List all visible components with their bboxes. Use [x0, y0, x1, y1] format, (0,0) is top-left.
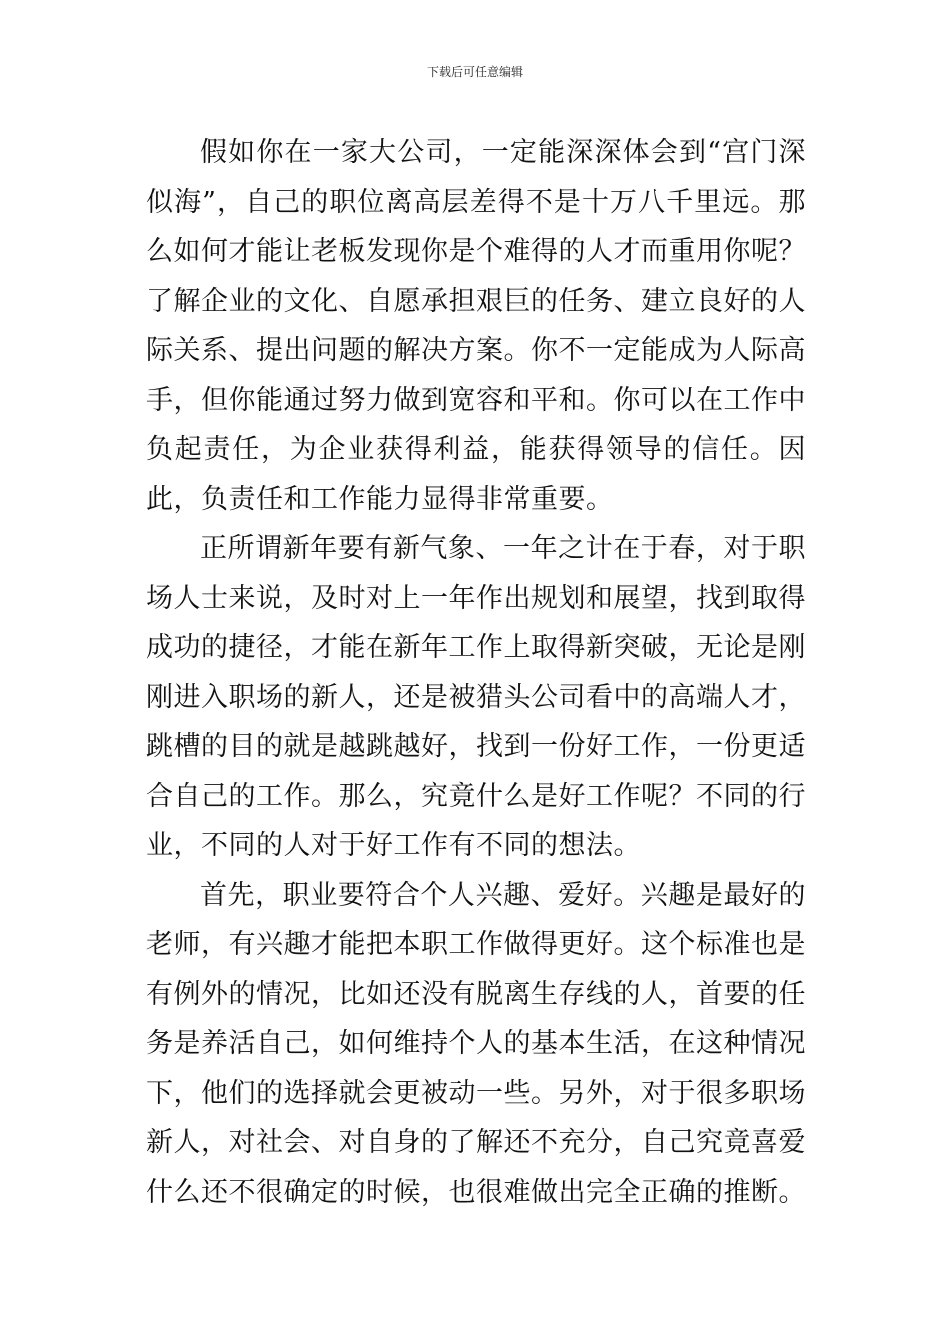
header-note: 下载后可任意编辑	[426, 65, 523, 79]
paragraph-3: 首先，职业要符合个人兴趣、爱好。兴趣是最好的老师，有兴趣才能把本职工作做得更好。这个标准也是有例外的情况，比如还没有脱离生存线的人，首要的任务是养活自己，如何维持个人的基本生活，在这种情况下，他们的选择就会更被动一些。另外，对于很多职场新人，对社会、对自身的了解还不充分，自己究竟喜爱什么还不很确定的时候，也很难做出完全正确的推断。	[146, 879, 806, 1208]
document-body	[146, 128, 806, 1217]
paragraph-1: 假如你在一家大公司，一定能深深体会到“宫门深似海”，自己的职位离高层差得不是十万八千里远。那么如何才能让老板发现你是个难得的人才而重用你呢？了解企业的文化、自愿承担艰巨的任务、建立良好的人际关系、提出问题的解决方案。你不一定能成为人际高手，但你能通过努力做到宽容和平和。你可以在工作中负起责任，为企业获得利益，能获得领导的信任。因此，负责任和工作能力显得非常重要。	[146, 137, 806, 515]
paragraph-2: 正所谓新年要有新气象、一年之计在于春，对于职场人士来说，及时对上一年作出规划和展望，找到取得成功的捷径，才能在新年工作上取得新突破，无论是刚刚进入职场的新人，还是被猎头公司看中的高端人才，跳槽的目的就是越跳越好，找到一份好工作，一份更适合自己的工作。那么，究竟什么是好工作呢？不同的行业，不同的人对于好工作有不同的想法。	[146, 533, 806, 861]
